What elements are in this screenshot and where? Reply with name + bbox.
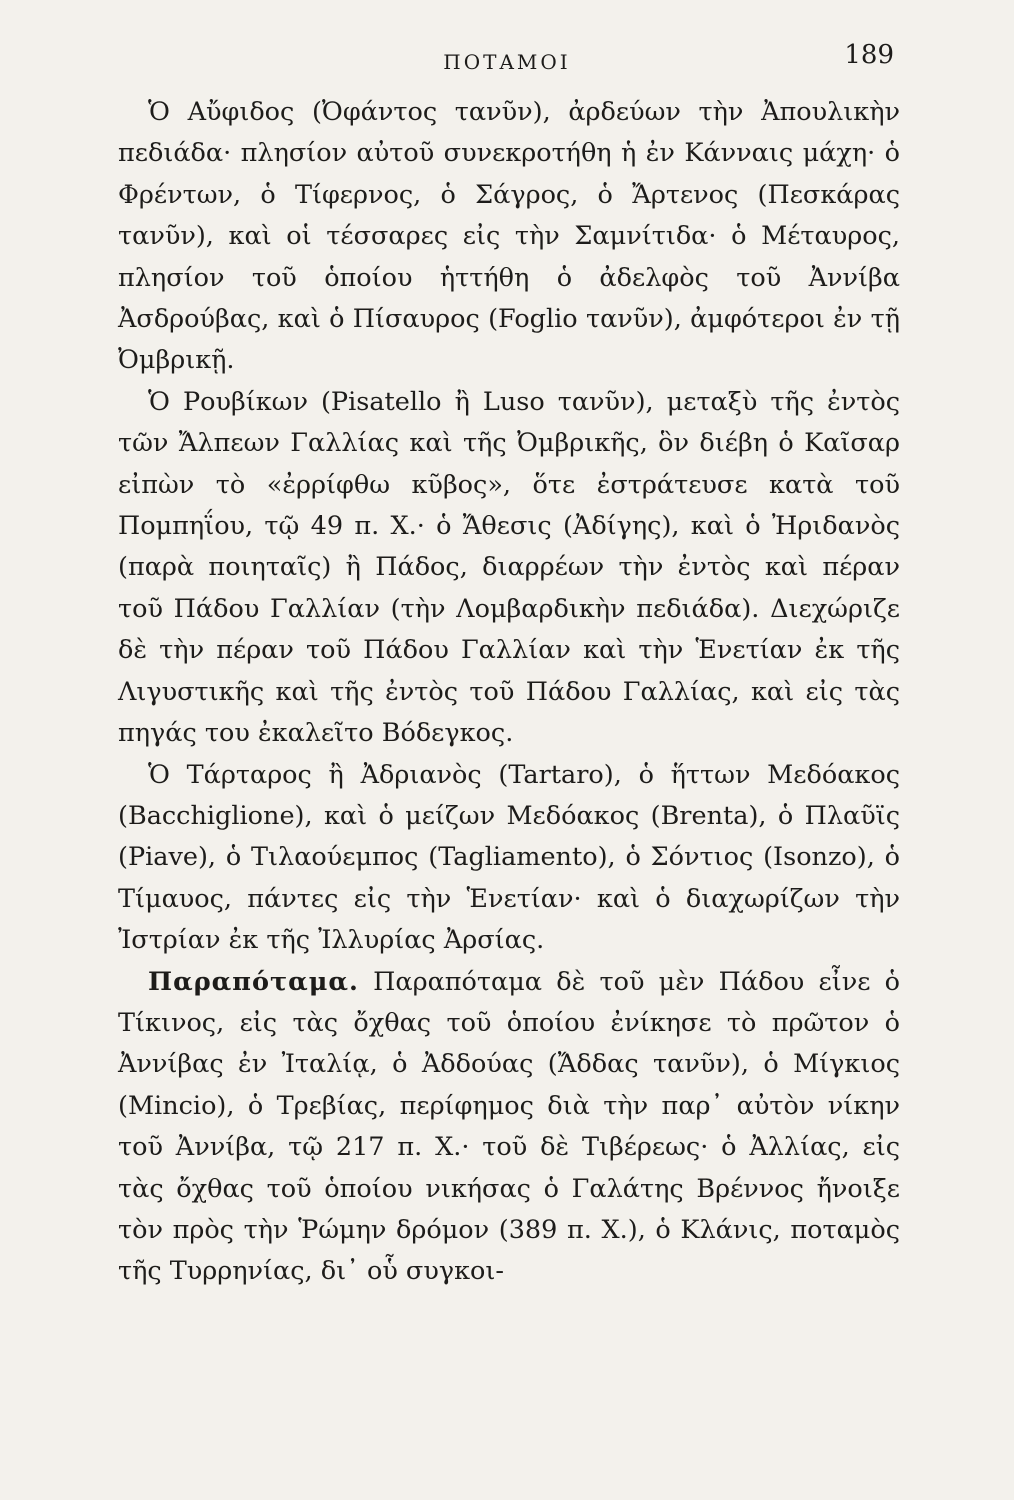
paragraph-aufidus: Ὁ Αὔφιδος (Ὀφάντος τανῦν), ἀρδεύων τὴν Ἀπουλικὴν πεδιάδα· πλησίον αὐτοῦ συνεκροτήθη ἡ ἐν Κάνναις μάχη· ὁ Φρέντων, ὁ Τίφερνος, ὁ Σάγρος, ὁ Ἄρτενος (Πεσκάρας τανῦν), καὶ οἱ τέσσαρες εἰς τὴν Σαμνίτιδα· ὁ Μέταυρος, πλησίον τοῦ ὁποίου ἡττήθη ὁ ἀδελφὸς τοῦ Ἀννίβα Ἀσδρούβας, καὶ ὁ Πίσαυρος (Foglio τανῦν), ἀμφότεροι ἐν τῇ Ὀμβρικῇ. bbox=[118, 97, 900, 376]
page-header bbox=[120, 40, 894, 84]
page-number: 189 bbox=[844, 40, 894, 70]
body-text bbox=[118, 92, 900, 1293]
section-text: Παραπόταμα δὲ τοῦ μὲν Πάδου εἶνε ὁ Τίκινος, εἰς τὰς ὄχθας τοῦ ὁποίου ἐνίκησε τὸ πρῶτον ὁ Ἀννίβας ἐν Ἰταλίᾳ, ὁ Ἀδδούας (Ἄδδας τανῦν), ὁ Μίγκιος (Mincio), ὁ Τρεβίας, περίφημος διὰ τὴν παρ᾽ αὐτὸν νίκην τοῦ Ἀννίβα, τῷ 217 π. Χ.· τοῦ δὲ Τιβέρεως· ὁ Ἀλλίας, εἰς τὰς ὄχθας τοῦ ὁποίου νικήσας ὁ Γαλάτης Βρέννος ἤνοιξε τὸν πρὸς τὴν Ῥώμην δρόμον (389 π. Χ.), ὁ Κλάνις, ποταμὸς τῆς Τυρρηνίας, δι᾽ οὗ συγκοι- bbox=[118, 966, 900, 1287]
paragraph-rubicon: Ὁ Ρουβίκων (Pisatello ἢ Luso τανῦν), μεταξὺ τῆς ἐντὸς τῶν Ἄλπεων Γαλλίας καὶ τῆς Ὀμβρικῆς, ὃν διέβη ὁ Καῖσαρ εἰπὼν τὸ «ἐρρίφθω κῦβος», ὅτε ἐστράτευσε κατὰ τοῦ Πομπηΐου, τῷ 49 π. Χ.· ὁ Ἄθεσις (Ἀδίγης), καὶ ὁ Ἠριδανὸς (παρὰ ποιηταῖς) ἢ Πάδος, διαρρέων τὴν ἐντὸς καὶ πέραν τοῦ Πάδου Γαλλίαν (τὴν Λομβαρδικὴν πεδιάδα). Διεχώριζε δὲ τὴν πέραν τοῦ Πάδου Γαλλίαν καὶ τὴν Ἑνετίαν ἐκ τῆς Λιγυστικῆς καὶ τῆς ἐντὸς τοῦ Πάδου Γαλλίας, καὶ εἰς τὰς πηγάς του ἐκαλεῖτο Βόδεγκος. bbox=[118, 386, 900, 749]
paragraph-tributaries bbox=[118, 962, 900, 1293]
paragraph-tartarus: Ὁ Τάρταρος ἢ Ἀδριανὸς (Tartaro), ὁ ἥττων Μεδόακος (Bacchiglione), καὶ ὁ μείζων Μεδόακος (Brenta), ὁ Πλαῦϊς (Piave), ὁ Τιλαούεμπος (Tagliamento), ὁ Σόντιος (Isonzo), ὁ Τίμαυος, πάντες εἰς τὴν Ἑνετίαν· καὶ ὁ διαχωρίζων τὴν Ἰστρίαν ἐκ τῆς Ἰλλυρίας Ἀρσίας. bbox=[118, 759, 900, 956]
running-title: ΠΟΤΑΜΟΙ bbox=[443, 50, 571, 74]
section-title: Παραπόταμα. bbox=[148, 966, 359, 997]
